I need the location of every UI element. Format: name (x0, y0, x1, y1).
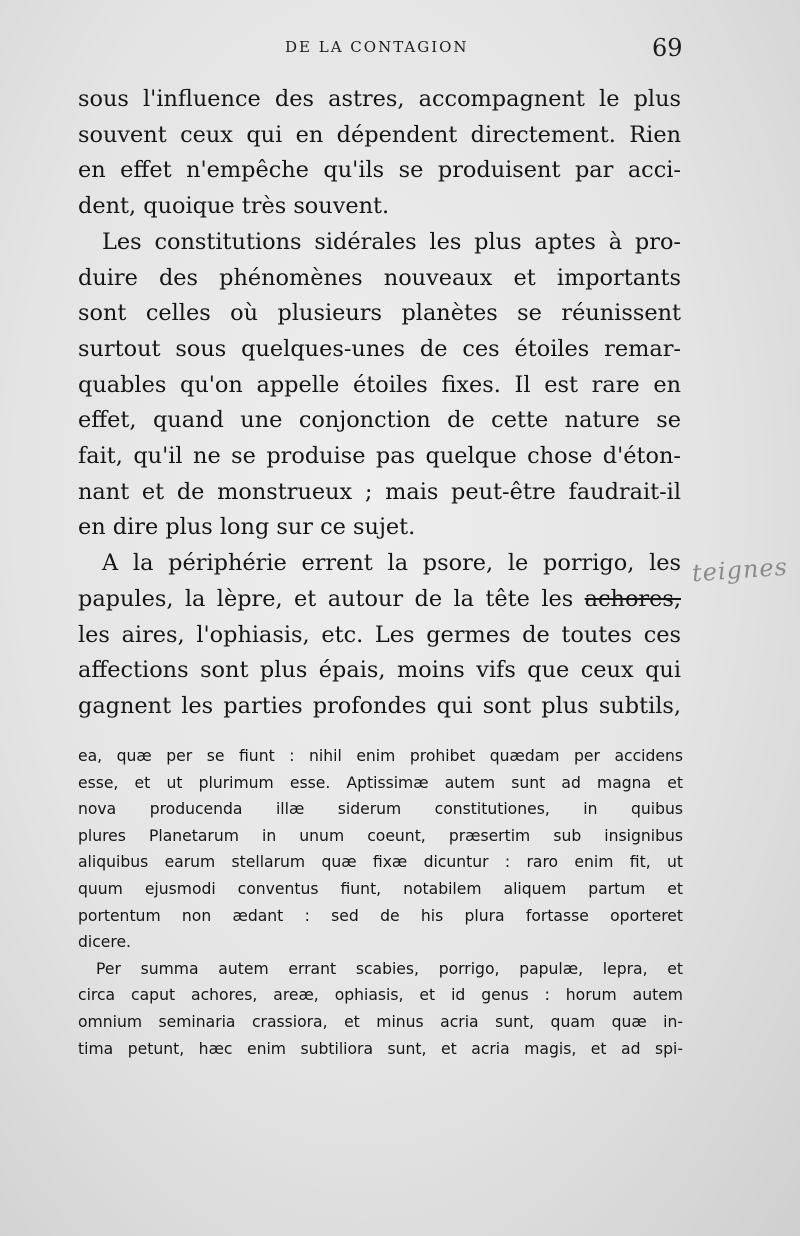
text-line: portentum non ædant : sed de his plura fortasse oporteret (78, 906, 683, 925)
latin-paragraph-1 (78, 743, 683, 956)
text-line: nant et de monstrueux ; mais peut-être faudrait-il (78, 478, 681, 505)
text-line: nova producenda illæ siderum constitutiones, in quibus (78, 800, 683, 819)
text-line: circa caput achores, areæ, ophiasis, et id genus : horum autem (78, 986, 683, 1005)
text-line: omnium seminaria crassiora, et minus acria sunt, quam quæ in- (78, 1012, 683, 1031)
text-line: aliquibus earum stellarum quæ fixæ dicuntur : raro enim fit, ut (78, 853, 683, 872)
text-line: dicere. (78, 933, 132, 952)
text-line: surtout sous quelques-unes de ces étoiles remar- (78, 335, 681, 362)
text-line: les aires, l'ophiasis, etc. Les germes de toutes ces (78, 621, 681, 648)
text-line: sont celles où plusieurs planètes se réunissent (78, 300, 681, 327)
text-line: tima petunt, hæc enim subtiliora sunt, et acria magis, et ad spi- (78, 1039, 683, 1058)
text-line: Les constitutions sidérales les plus aptes à pro- (102, 228, 681, 255)
text-line: dent, quoique très souvent. (78, 193, 390, 220)
french-text (78, 82, 681, 725)
text-line: souvent ceux qui en dépendent directement. Rien (78, 121, 681, 148)
latin-footnote-text (78, 743, 683, 1062)
text-line: A la périphérie errent la psore, le porrigo, les (102, 550, 681, 577)
text-line: gagnent les parties profondes qui sont plus subtils, (78, 692, 681, 719)
text-line: quum ejusmodi conventus fiunt, notabilem aliquem partum et (78, 879, 683, 898)
text-line: plures Planetarum in unum coeunt, præsertim sub insignibus (78, 826, 683, 845)
text-line: affections sont plus épais, moins vifs que ceux qui (78, 657, 681, 684)
text-line: effet, quand une conjonction de cette nature se (78, 407, 681, 434)
struck-word: achores, (584, 585, 681, 612)
text-line: sous l'influence des astres, accompagnent le plus (78, 86, 681, 112)
french-paragraph-2 (78, 225, 681, 546)
text-line: fait, qu'il ne se produise pas quelque chose d'éton- (78, 443, 681, 470)
page-header (0, 34, 800, 66)
text-line-with-strikethrough (78, 582, 681, 618)
text-line: Per summa autem errant scabies, porrigo, papulæ, lepra, et (96, 959, 683, 978)
text-line: duire des phénomènes nouveaux et importants (78, 264, 681, 291)
latin-paragraph-2 (78, 956, 683, 1062)
text-line: en effet n'empêche qu'ils se produisent par acci- (78, 157, 681, 184)
text-line: en dire plus long sur ce sujet. (78, 514, 416, 541)
running-head: DE LA CONTAGION (285, 38, 469, 56)
page-number: 69 (652, 34, 683, 62)
french-paragraph-3 (78, 546, 681, 725)
text-line: quables qu'on appelle étoiles fixes. Il est rare en (78, 371, 681, 398)
text-fragment: papules, la lèpre, et autour de la tête les (78, 585, 585, 612)
text-line: esse, et ut plurimum esse. Aptissimæ autem sunt ad magna et (78, 773, 683, 792)
text-line: ea, quæ per se fiunt : nihil enim prohibet quædam per accidens (78, 747, 683, 765)
french-paragraph-1 (78, 82, 681, 225)
handwritten-margin-note: teignes (691, 552, 789, 588)
